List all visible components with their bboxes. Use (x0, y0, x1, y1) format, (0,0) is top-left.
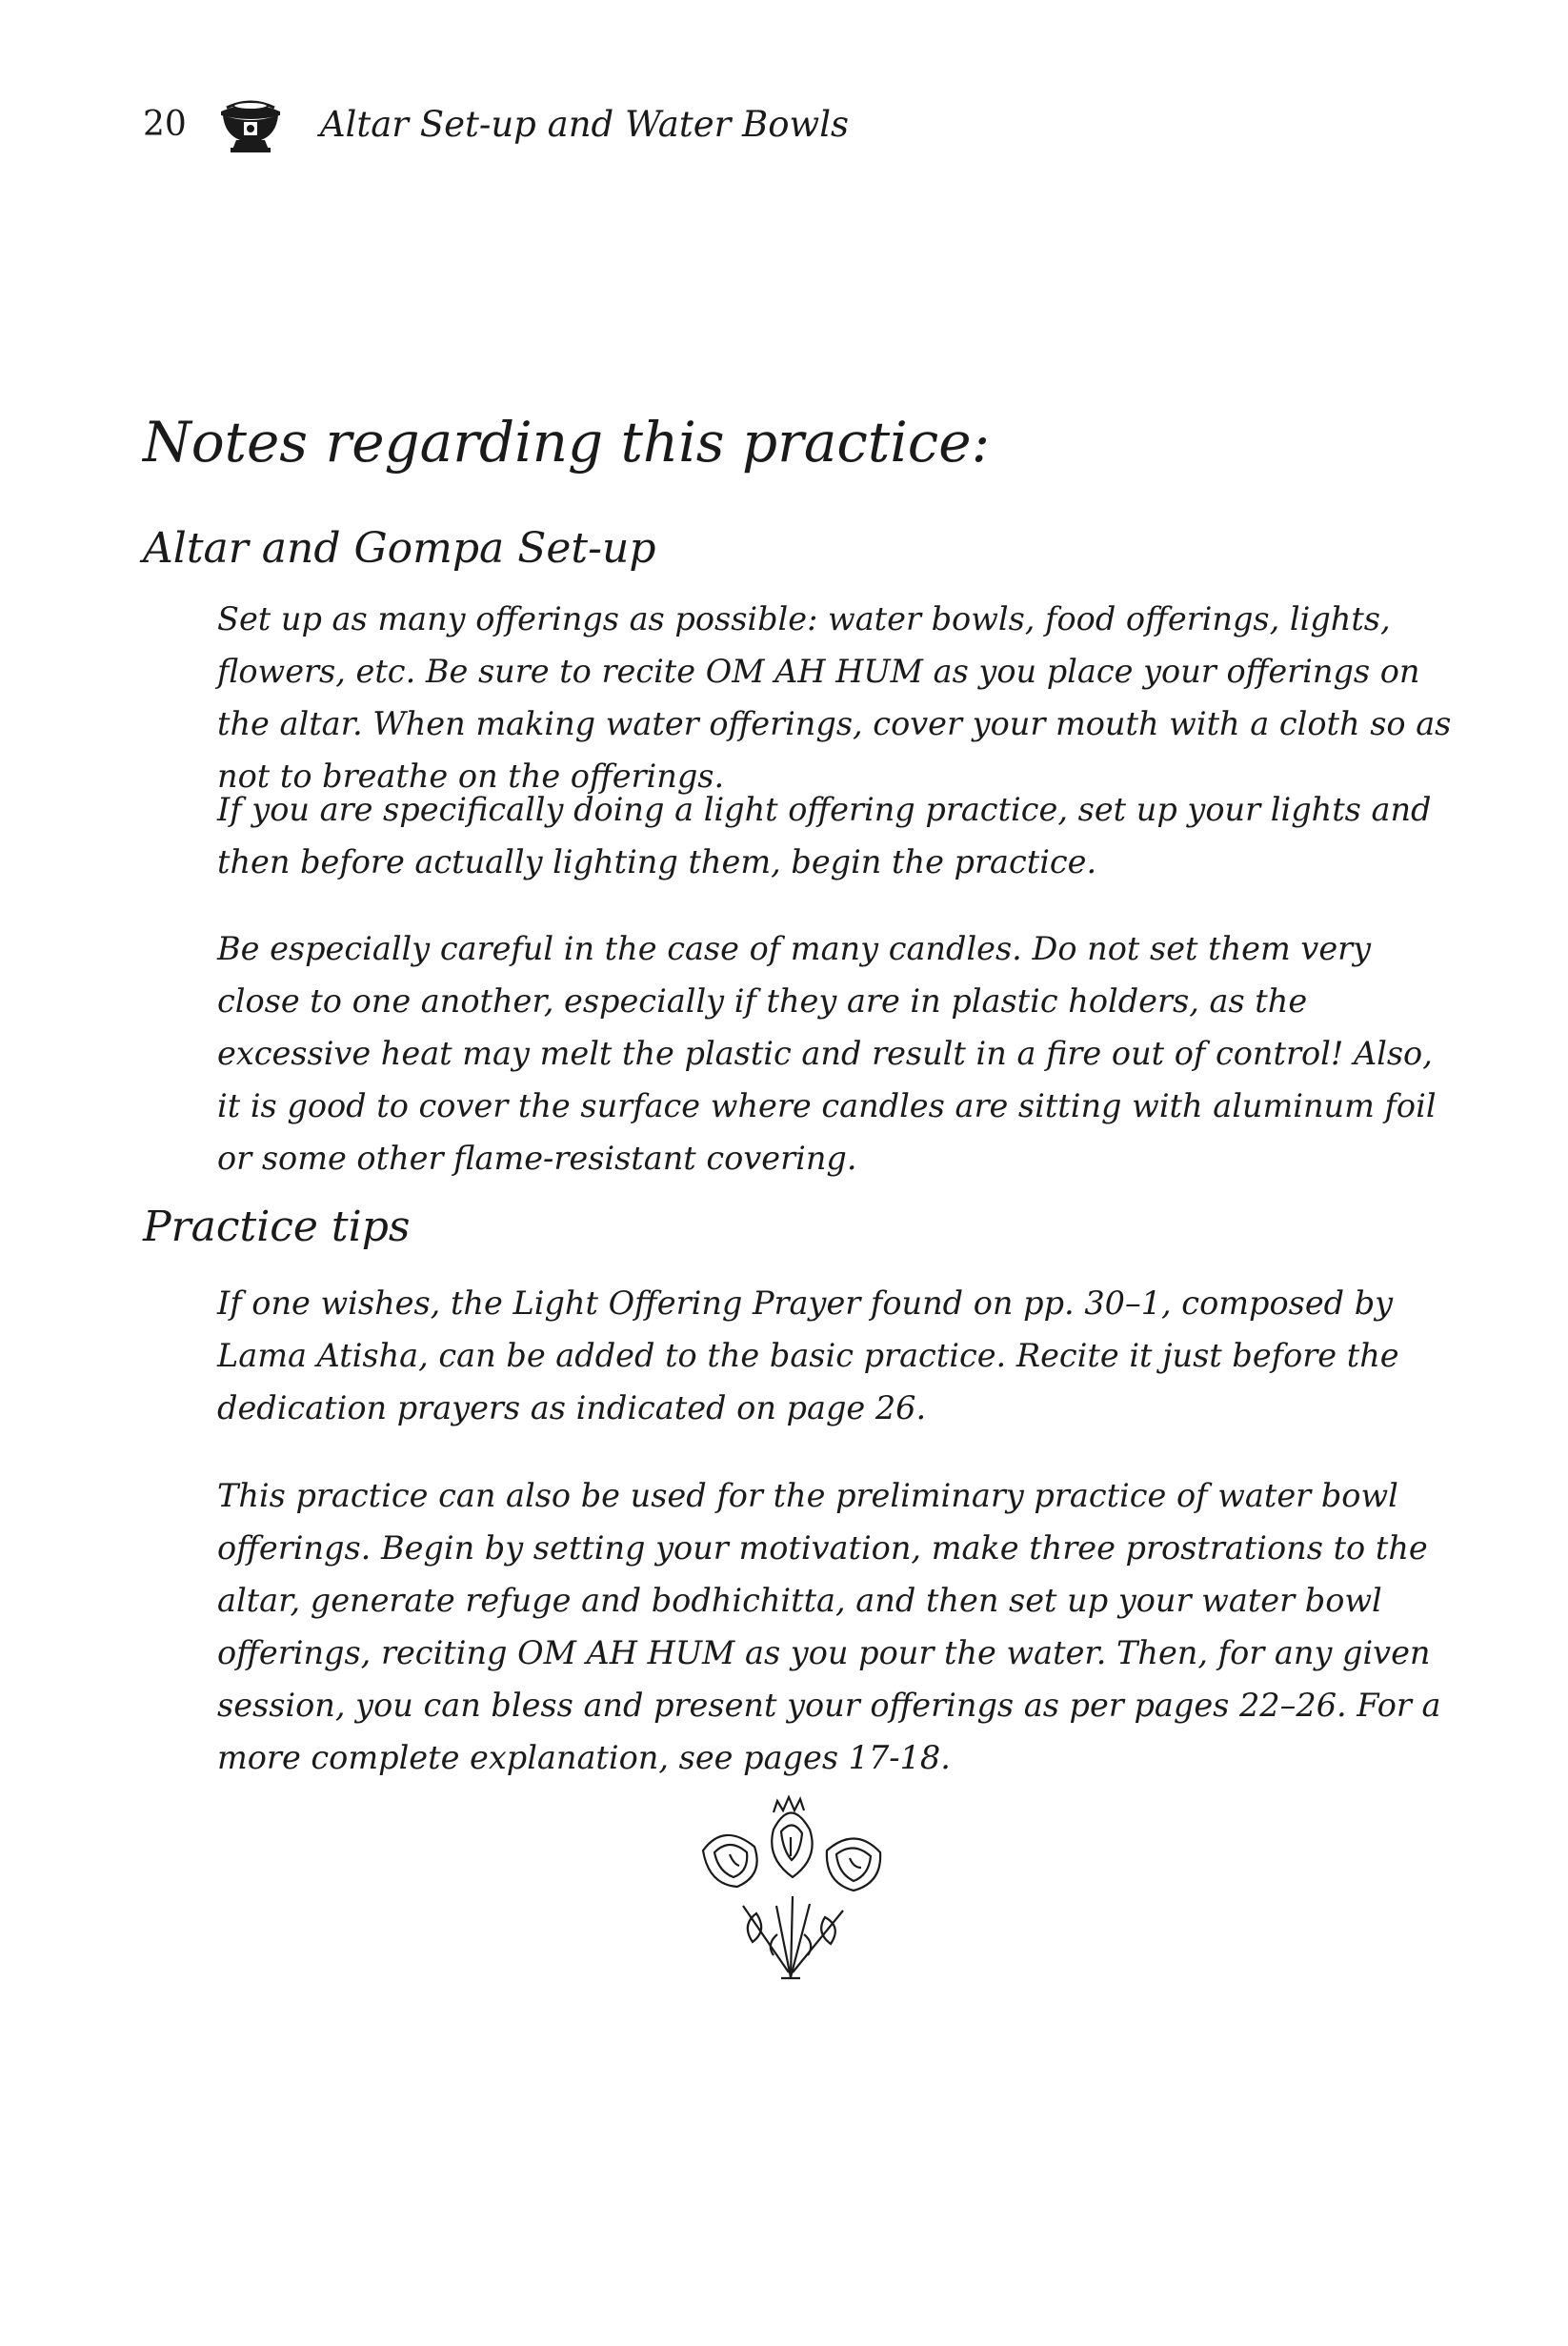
paragraph-candles: Be especially careful in the case of many candles. Do not set them very close to one another, especially if they are in plastic holders, as the excessive heat may melt the plastic and result in a fire out of control! Also, it is good to cover the surface where candles are sitting with aluminum foil or some other flame-resistant covering. (217, 930, 1437, 1177)
water-bowl-icon (211, 94, 290, 153)
paragraph-light-offering: If you are specifically doing a light offering practice, set up your lights and then before actually lighting them, begin the practice. (217, 791, 1432, 880)
paragraph-light-offering-prayer: If one wishes, the Light Offering Prayer found on pp. 30–1, composed by Lama Atisha, can be added to the basic practice. Recite it just before the dedication prayers as indicated on page 26. (217, 1284, 1399, 1426)
running-header (143, 95, 849, 152)
section-heading-practice-tips: Practice tips (143, 1203, 411, 1251)
page-title: Notes regarding this practice: (143, 410, 991, 475)
page-number: 20 (143, 104, 187, 144)
chapter-title: Altar Set-up and Water Bowls (319, 103, 850, 145)
flower-bouquet-icon (686, 1791, 895, 1982)
paragraph-offerings: Set up as many offerings as possible: water bowls, food offerings, lights, flowers, etc. Be sure to recite OM AH HUM as you place your offerings on the altar. When making water offerings, cover your mouth with a cloth so as not to breathe on the offerings. (217, 600, 1452, 795)
paragraph-preliminary-practice: This practice can also be used for the preliminary practice of water bowl offerings. Begin by setting your motivation, make three prostrations to the altar, generate refuge and bodhichitta, and then set up your water bowl offerings, reciting OM AH HUM as you pour the water. Then, for any given session, you can bless and present your offerings as per pages 22–26. For a more complete explanation, see pages 17-18. (217, 1477, 1441, 1776)
section-heading-altar: Altar and Gompa Set-up (143, 524, 656, 573)
